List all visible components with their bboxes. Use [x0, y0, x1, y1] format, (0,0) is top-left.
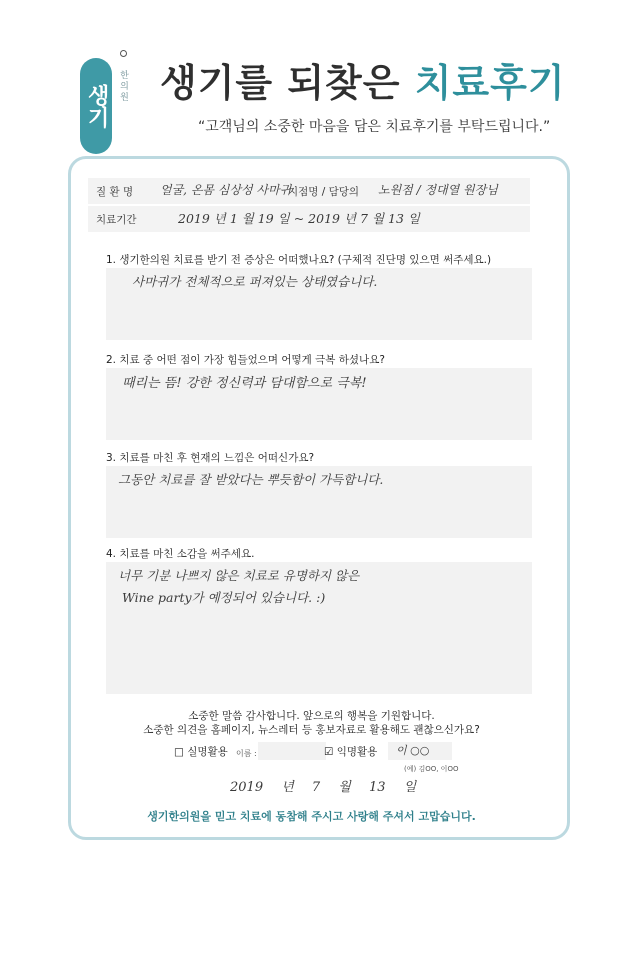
thanks-line-2: 소중한 의견을 홈페이지, 뉴스레터 등 홍보자료로 활용해도 괜찮으신가요? — [143, 724, 480, 736]
answer-2-text: 때리는 뜸! 강한 정신력과 담대함으로 극복! — [122, 376, 367, 391]
anonymous-option[interactable]: ☑ 익명활용 — [324, 746, 378, 758]
logo-text: 생기 — [84, 84, 110, 128]
question-1-label: 1. 생기한의원 치료를 받기 전 증상은 어떠했나요? (구체적 진단명 있으면 써주세요.) — [106, 254, 492, 266]
disease-label: 질 환 명 — [96, 186, 134, 198]
anon-example: (예) 김OO, 이OO — [404, 765, 459, 773]
name-input-box[interactable] — [258, 742, 326, 760]
name-field-label: 이름 : — [236, 749, 257, 758]
page-subtitle: “고객님의 소중한 마음을 담은 치료후기를 부탁드립니다.” — [198, 119, 551, 135]
question-2-label: 2. 치료 중 어떤 점이 가장 힘들었으며 어떻게 극복 하셨나요? — [106, 354, 385, 366]
disease-value: 얼굴, 온몸 심상성 사마귀 — [160, 183, 292, 197]
question-3-label: 3. 치료를 마친 후 현재의 느낌은 어떠신가요? — [106, 452, 315, 464]
period-label: 치료기간 — [96, 214, 137, 226]
real-name-option[interactable]: □ 실명활용 — [174, 746, 228, 758]
logo-dot-icon — [120, 50, 127, 57]
answer-1-text: 사마귀가 전체적으로 퍼져있는 상태였습니다. — [132, 274, 378, 289]
page-title — [160, 52, 566, 107]
title-accent: 치료후기 — [414, 61, 566, 105]
branch-value: 노원점 / 정대열 원장님 — [378, 183, 498, 197]
thanks-line-1: 소중한 말씀 감사합니다. 앞으로의 행복을 기원합니다. — [188, 710, 435, 722]
answer-4-text-line2: Wine party가 예정되어 있습니다. :) — [122, 590, 326, 605]
clinic-logo — [80, 58, 112, 154]
closing-message: 생기한의원을 믿고 치료에 동참해 주시고 사랑해 주셔서 고맙습니다. — [147, 810, 476, 823]
anon-name-value: 이 ○○ — [396, 744, 430, 757]
branch-label: 지점명 / 담당의 — [288, 186, 360, 198]
logo-subtext: 한의원 — [118, 70, 128, 103]
signature-date: 2019 년 7 월 13 일 — [230, 780, 417, 795]
answer-3-text: 그동안 치료를 잘 받았다는 뿌듯함이 가득합니다. — [118, 472, 384, 487]
answer-4-text-line1: 너무 기분 나쁘지 않은 치료로 유명하지 않은 — [118, 568, 360, 583]
title-main: 생기를 되찾은 — [160, 61, 415, 105]
question-4-label: 4. 치료를 마친 소감을 써주세요. — [106, 548, 255, 560]
period-value: 2019 년 1 월 19 일 ~ 2019 년 7 월 13 일 — [178, 211, 420, 226]
